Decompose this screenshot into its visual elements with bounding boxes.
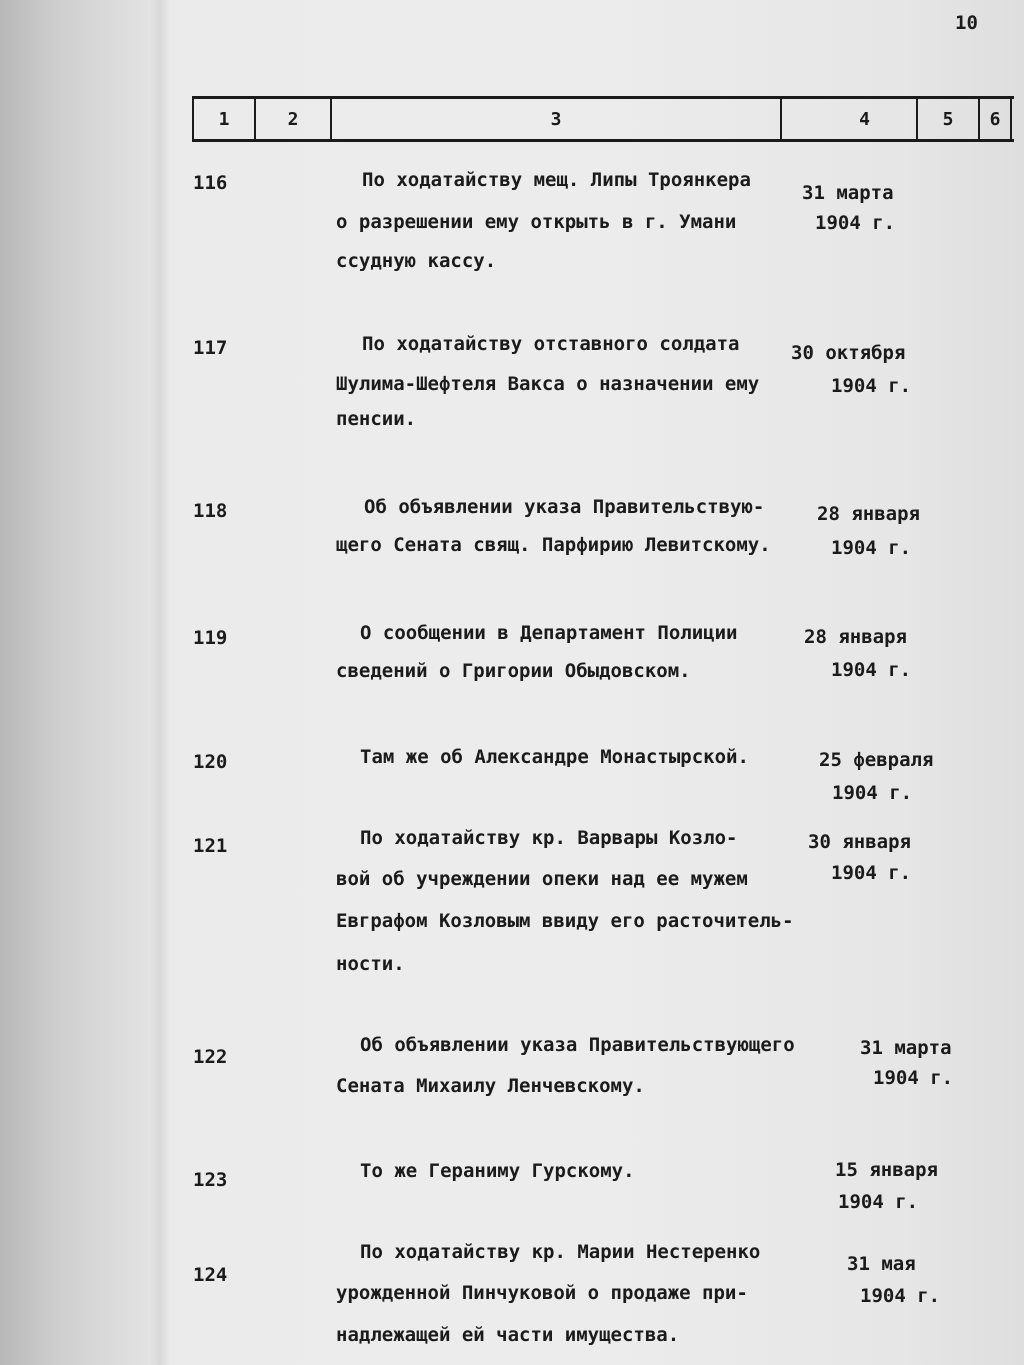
entry-year: 1904 г.	[832, 782, 913, 804]
column-header-table	[192, 96, 1014, 142]
entry-year: 1904 г.	[831, 375, 912, 397]
entry-year: 1904 г.	[860, 1285, 941, 1307]
entry-date: 31 марта	[860, 1037, 952, 1059]
column-header-1: 1	[192, 99, 254, 139]
entry-text-line: По ходатайству кр. Марии Нестеренко	[360, 1241, 761, 1263]
entry-text-line: ссудную кассу.	[336, 250, 497, 272]
entry-year: 1904 г.	[873, 1067, 954, 1089]
entry-date: 30 октября	[791, 342, 906, 364]
column-header-4: 4	[780, 99, 916, 139]
entry-number: 116	[193, 172, 228, 194]
column-header-6: 6	[978, 99, 1012, 139]
entry-text-line: То же Гераниму Гурскому.	[360, 1160, 635, 1182]
entry-text-line: вой об учреждении опеки над ее мужем	[336, 868, 748, 890]
entry-date: 30 января	[808, 831, 911, 853]
page-fold-shadow	[150, 0, 170, 1365]
entry-number: 119	[193, 627, 228, 649]
entry-number: 121	[193, 835, 228, 857]
entry-text-line: О сообщении в Департамент Полиции	[360, 622, 738, 644]
entry-number: 124	[193, 1264, 228, 1286]
entry-year: 1904 г.	[815, 212, 896, 234]
entry-number: 123	[193, 1169, 228, 1191]
entry-number: 118	[193, 500, 228, 522]
entry-text-line: Евграфом Козловым ввиду его расточитель-	[336, 910, 794, 932]
entry-year: 1904 г.	[831, 659, 912, 681]
entry-date: 28 января	[804, 626, 907, 648]
entry-text-line: пенсии.	[336, 408, 417, 430]
entry-date: 15 января	[835, 1159, 938, 1181]
entry-text-line: Сената Михаилу Ленчевскому.	[336, 1075, 645, 1097]
entry-number: 122	[193, 1046, 228, 1068]
entry-text-line: Там же об Александре Монастырской.	[360, 746, 749, 768]
entry-date: 25 февраля	[819, 749, 934, 771]
column-header-3: 3	[330, 99, 780, 139]
entry-text-line: По ходатайству отставного солдата	[362, 333, 740, 355]
column-header-2: 2	[254, 99, 330, 139]
entry-year: 1904 г.	[838, 1191, 919, 1213]
entry-text-line: сведений о Григории Обыдовском.	[336, 660, 691, 682]
entry-date: 31 мая	[847, 1253, 916, 1275]
page-number: 10	[955, 12, 978, 34]
entry-text-line: надлежащей ей части имущества.	[336, 1324, 680, 1346]
entry-text-line: Об объявлении указа Правительствую-	[364, 496, 765, 518]
entry-text-line: По ходатайству мещ. Липы Троянкера	[362, 169, 751, 191]
entry-date: 31 марта	[802, 182, 894, 204]
column-header-5: 5	[916, 99, 978, 139]
entry-text-line: ности.	[336, 953, 405, 975]
entry-text-line: урожденной Пинчуковой о продаже при-	[336, 1282, 748, 1304]
entry-text-line: Об объявлении указа Правительствующего	[360, 1034, 795, 1056]
entry-year: 1904 г.	[831, 862, 912, 884]
entry-year: 1904 г.	[831, 537, 912, 559]
entry-text-line: о разрешении ему открыть в г. Умани	[336, 211, 737, 233]
entry-number: 120	[193, 751, 228, 773]
entry-text-line: Шулима-Шефтеля Вакса о назначении ему	[336, 373, 760, 395]
entry-text-line: По ходатайству кр. Варвары Козло-	[360, 827, 738, 849]
entry-text-line: щего Сената свящ. Парфирию Левитскому.	[336, 534, 771, 556]
entry-date: 28 января	[817, 503, 920, 525]
entry-number: 117	[193, 337, 228, 359]
